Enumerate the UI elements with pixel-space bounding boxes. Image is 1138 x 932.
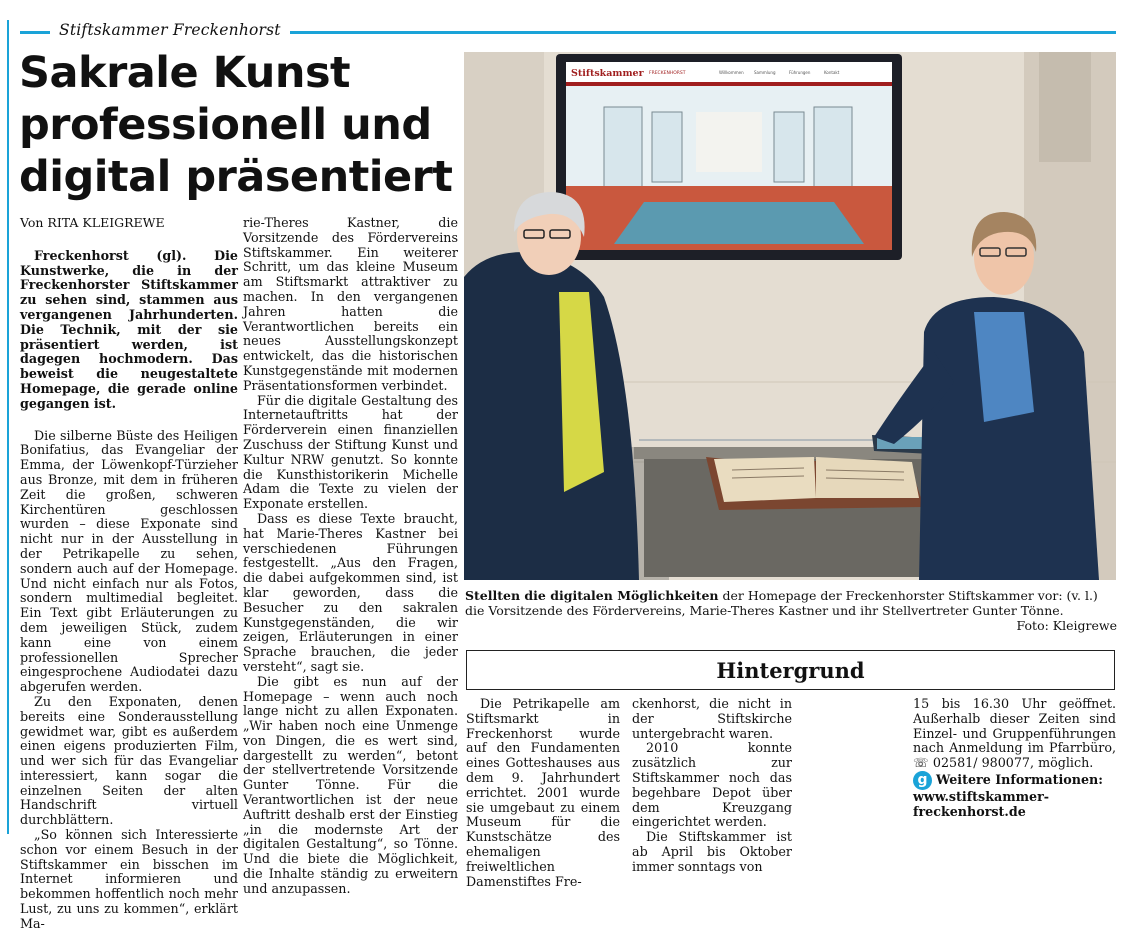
byline: Von RITA KLEIGREWE	[20, 215, 165, 230]
article-column-2	[243, 216, 458, 897]
photo-credit: Foto: Kleigrewe	[1016, 618, 1117, 633]
screen-nav-4: Kontakt	[824, 70, 840, 75]
article-column-1	[20, 216, 238, 932]
info-link[interactable]: www.stiftskammer-freckenhorst.de	[913, 788, 1050, 819]
lead-paragraph: Freckenhorst (gl). Die Kunstwerke, die in der Freckenhorster Stiftskammer zu sehen sind, stammen aus vergangenen Jahrhunderten. Die Technik, mit der sie präsentiert werden, ist dagegen hochmodern. Das beweist die neugestaltete Homepage, die gerade online gegangen ist.	[20, 247, 238, 411]
paragraph: Die gibt es nun auf der Homepage – wenn auch noch lange nicht zu allen Exponaten. „Wir haben noch eine Unmenge von Dingen, die es wert sind, dargestellt zu werden“, betont der stellvertretende Vorsitzende Gunter Tönne. Für die Verantwortlichen ist der neue Auftritt deshalb erst der Einstieg „in die modernste Art der digitalen Gestaltung“, so Tönne. Und die biete die Möglichkeit, die Inhalte ständig zu erweitern und anzupassen.	[243, 673, 458, 896]
info-label: Weitere Informationen:	[936, 771, 1103, 787]
background-paragraph: 15 bis 16.30 Uhr geöffnet. Außerhalb dieser Zeiten sind Einzel- und Gruppenführungen nach Anmeldung im Pfarrbüro, ☏ 02581/ 980077, möglich.	[913, 696, 1116, 771]
caption-lead: Stellten die digitalen Möglichkeiten	[465, 588, 719, 603]
caption-text: der Homepage der Freckenhorster Stiftskammer vor: (v. l.) die Vorsitzende des Fördervereins, Marie-Theres Kastner und ihr Stellvertreter Gunter Tönne.	[465, 588, 1098, 618]
headline: Sakrale Kunst professionell und digital präsentiert	[19, 48, 453, 202]
screen-nav-2: Sammlung	[754, 70, 776, 75]
paragraph: Zu den Exponaten, denen bereits eine Sonderausstellung gewidmet war, gibt es außerdem einen eigens produzierten Film, und wer sich für das Evangeliar interessiert, kann sogar die einzelnen Seiten der alten Handschrift virtuell durchblättern.	[20, 693, 238, 828]
background-paragraph: Die Stiftskammer ist ab April bis Oktober immer sonntags von	[632, 829, 792, 874]
screen-nav-1: Willkommen	[719, 70, 744, 75]
background-box-header	[466, 650, 1115, 690]
background-paragraph: ckenhorst, die nicht in der Stiftskirche untergebracht waren.	[632, 696, 792, 741]
kicker-rule-left	[20, 31, 50, 34]
background-column-2	[632, 697, 792, 875]
screen-brand: Stiftskammer	[571, 68, 644, 79]
article-photo	[464, 52, 1116, 580]
background-title: Hintergrund	[716, 657, 865, 683]
photo-illustration	[464, 52, 1116, 580]
paragraph: Für die digitale Gestaltung des Internetauftritts hat der Förderverein einen finanziellen Zuschuss der Stiftung Kunst und Kultur NRW genutzt. So konnte die Kunsthistorikerin Michelle Adam die Texte zu vielen der Exponate erstellen.	[243, 392, 458, 512]
photo-caption	[465, 588, 1117, 633]
kicker: Stiftskammer Freckenhorst	[59, 21, 281, 39]
paragraph: rie-Theres Kastner, die Vorsitzende des Fördervereins Stiftskammer. Ein weiterer Schritt, um das kleine Museum am Stiftsmarkt attraktiver zu machen. In den vergangenen Jahren hatten die Verantwortlichen bereits ein neues Ausstellungskonzept entwickelt, das die historischen Kunstgegenstände mit modernen Präsentationsformen verbindet.	[243, 215, 458, 393]
paragraph: Die silberne Büste des Heiligen Bonifatius, das Evangeliar der Emma, der Löwenkopf-Türzieher aus Bronze, mit dem in früheren Zeit die großen, schweren Kirchentüren geschlossen wurden – diese Exponate sind nicht nur in der Ausstellung in der Petrikapelle zu sehen, sondern auch auf der Homepage. Und nicht einfach nur als Fotos, sondern multimedial begleitet. Ein Text gibt Erläuterungen zu dem jeweiligen Stück, zudem kann eine von einem professionellen Sprecher eingesprochene Audiodatei dazu abgerufen werden.	[20, 427, 238, 695]
background-column-1	[466, 697, 620, 889]
screen-nav-3: Führungen	[789, 70, 811, 75]
background-column-3	[913, 697, 1116, 820]
background-paragraph: Die Petrikapelle am Stiftsmarkt in Freckenhorst wurde auf den Fundamenten eines Gotteshauses aus dem 9. Jahrhundert errichtet. 2001 wurde sie umgebaut zu einem Museum für die Kunstschätze des ehemaligen freiweltlichen Damenstiftes Fre-	[466, 696, 620, 889]
kicker-rule-right	[290, 31, 1116, 34]
background-paragraph: 2010 konnte zusätzlich zur Stiftskammer noch das begehbare Depot über dem Kreuzgang eingerichtet werden.	[632, 740, 792, 830]
paragraph: Dass es diese Texte braucht, hat Marie-Theres Kastner bei verschiedenen Führungen festgestellt. „Aus den Fragen, die dabei aufgekommen sind, ist klar geworden, dass die Besucher zu den sakralen Kunstgegenständen, die wir zeigen, Erläuterungen in einer Sprache brauchen, die jeder versteht“, sagt sie.	[243, 510, 458, 674]
paragraph: „So können sich Interessierte schon vor einem Besuch in der Stiftskammer ein bisschen im Internet informieren und bekommen hoffentlich noch mehr Lust, zu uns zu kommen“, erklärt Ma-	[20, 827, 238, 931]
g-icon: g	[913, 771, 932, 790]
accent-bar	[7, 20, 9, 834]
screen-sub: FRECKENHORST	[649, 71, 686, 76]
more-info	[913, 771, 1116, 820]
